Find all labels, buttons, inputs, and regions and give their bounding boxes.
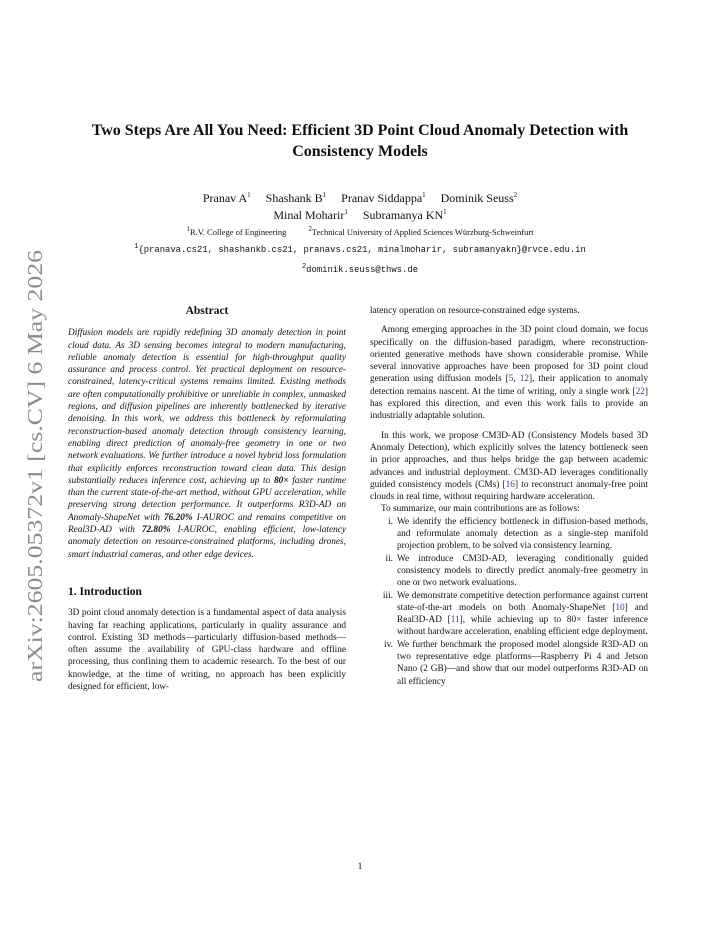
score-anomaly-shapenet: 76.20% (163, 512, 193, 523)
author-name: Pranav Siddappa (341, 191, 423, 205)
body-text: ] to reconstruct anomaly-free point clouds in real time, without requiring hardware acceleration. (370, 479, 648, 503)
item-text: We introduce CM3D-AD, leveraging conditionally guided consistency models to directly predict anomaly-free geometry in one or two network evaluations. (397, 553, 648, 589)
contribution-item (370, 590, 648, 639)
body-text: , (513, 374, 520, 385)
citation-link[interactable]: 16 (505, 479, 515, 490)
author-affiliation-mark: 1 (422, 191, 426, 199)
citation-link[interactable]: 22 (635, 386, 645, 397)
item-text: ], while achieving up to 80× faster inference without hardware acceleration, enabling efficient edge deployment. (397, 615, 649, 638)
item-text: We further benchmark the proposed model alongside R3D-AD on two representative edge platforms—Raspberry Pi 4 and Jetson Nano (2 GB)—and show that our model outperforms R3D-AD on all efficiency (397, 639, 648, 687)
body-paragraph (370, 324, 648, 422)
email-list (60, 240, 660, 280)
introduction-heading: 1. Introduction (68, 585, 142, 598)
author-name: Subramanya KN (362, 208, 444, 222)
author-affiliation-mark: 1 (322, 191, 327, 199)
author-name: Shashank B (265, 191, 323, 205)
email-mark: 2 (301, 263, 307, 272)
speedup-value: 80× (273, 475, 289, 486)
citation-link[interactable]: 5 (508, 374, 514, 385)
abstract-text: Diffusion models are rapidly redefining 3D anomaly detection in point cloud data. As 3D sensing becomes integral to modern manufacturing, reliable anomaly detection is essential for high-throughput quality assurance and process control. Yet practical deployment on resource-constrained, latency-critical systems remains limited. Existing methods are often computationally prohibitive or unreliable in complex, unmasked regions, and diffusion pipelines are inherently bottlenecked by iterative denoising. In this work, we address this bottleneck by reformulating reconstruction-based anomaly detection through consistency learning, enabling direct prediction of anomaly-free geometry in one or two network evaluations. We further introduce a novel hybrid loss formulation that explicitly enforces reconstruction toward clean data. This design substantially reduces inference cost, achieving up to (68, 328, 346, 486)
abstract-text: I-AUROC and remains competitive on Real3D-AD with (68, 512, 346, 536)
abstract-text: I-AUROC, enabling efficient, low-latency anomaly detection on resource-constrained platforms, including drones, smart industrial cameras, and other edge devices. (68, 525, 346, 560)
contribution-item (370, 553, 648, 590)
introduction-paragraph: 3D point cloud anomaly detection is a fundamental aspect of data analysis having far reaching applications, particularly in quality assurance and control. Existing 3D methods—particularly diffusion-based methods—often assume the availability of GPU-class hardware and offline processing, thus confining them to academic research. To the best of our knowledge, at the time of writing, no approach has been explicitly designed for efficient, low- (68, 608, 346, 693)
affiliation-2: Technical University of Applied Sciences Würzburg-Schweinfurt (311, 227, 534, 237)
item-text: We identify the efficiency bottleneck in diffusion-based methods, and reformulate anomaly detection as a single-step manifold projection problem, to be solved via consistency learning. (397, 516, 648, 552)
contribution-item (370, 639, 648, 688)
page-number: 1 (357, 862, 363, 872)
email-mark: 1 (134, 243, 139, 252)
item-number: i. (388, 516, 393, 527)
item-number: iv. (384, 639, 393, 650)
affiliation-mark: 1 (186, 225, 190, 234)
body-text: Among emerging approaches in the 3D point cloud domain, we focus specifically on the diffusion-based paradigm, where reconstruction-oriented generative methods have shown considerable promise. While several innovative approaches have been proposed for 3D point cloud generation using diffusion models [ (370, 325, 648, 385)
paper-title: Two Steps Are All You Need: Efficient 3D Point Cloud Anomaly Detection with Consistency Models (91, 122, 629, 160)
right-column (370, 305, 648, 688)
affiliation-1: R.V. College of Engineering (189, 227, 287, 237)
body-text: ] has explored this direction, and even this work fails to provide an industrially adaptable solution. (370, 386, 648, 422)
abstract-heading: Abstract (185, 305, 229, 317)
author-name: Dominik Seuss (440, 191, 514, 205)
item-number: iii. (382, 590, 393, 601)
arxiv-stamp (18, 246, 50, 686)
author-name: Pranav A (202, 191, 248, 205)
author-affiliation-mark: 1 (443, 208, 447, 216)
affiliations (80, 226, 640, 238)
abstract-text: faster runtime than the current state-of-the-art method, without GPU acceleration, while preserving strong detection performance. It outperforms R3D-AD on Anomaly-ShapeNet with (68, 475, 346, 523)
author-affiliation-mark: 1 (344, 208, 348, 216)
author-name: Minal Moharir (273, 208, 345, 222)
item-text: ] and Real3D-AD [ (397, 602, 648, 626)
citation-link[interactable]: 11 (450, 615, 460, 626)
author-list (80, 190, 640, 224)
body-paragraph: To summarize, our main contributions are as follows: (381, 504, 580, 515)
contribution-item (370, 516, 648, 553)
author-affiliation-mark: 2 (513, 191, 518, 199)
arxiv-stamp-text: arXiv:2605.05372v1 [cs.CV] 6 May 2026 (23, 329, 47, 682)
abstract-body (68, 327, 346, 561)
citation-link[interactable]: 10 (615, 602, 625, 613)
score-real3d-ad: 72.80% (141, 525, 171, 536)
continued-paragraph: latency operation on resource-constrained edge systems. (370, 306, 580, 316)
item-text: We demonstrate competitive detection performance against current state-of-the-art models on both Anomaly-ShapeNet [ (397, 590, 648, 613)
left-column (68, 305, 346, 693)
body-text: In this work, we propose CM3D-AD (Consistency Models based 3D Anomaly Detection), which explicitly solves the latency bottleneck seen in prior approaches, and thus helps bridge the gap between academic advances and industrial deployment. CM3D-AD leverages conditionally guided consistency models (CMs) [ (370, 430, 648, 490)
author-affiliation-mark: 1 (247, 191, 251, 199)
email-group-1: {pranava.cs21, shashankb.cs21, pranavs.cs21, minalmoharir, subramanyakn}@rvce.edu.in (138, 245, 586, 255)
affiliation-mark: 2 (308, 225, 312, 234)
email-2: dominik.seuss@thws.de (306, 265, 419, 275)
item-number: ii. (385, 553, 393, 564)
body-paragraph (370, 430, 648, 504)
citation-link[interactable]: 12 (519, 374, 529, 385)
body-text: ], their application to anomaly detection remains nascent. At the time of writing, only a single work [ (370, 374, 648, 397)
contributions-list (370, 516, 648, 688)
